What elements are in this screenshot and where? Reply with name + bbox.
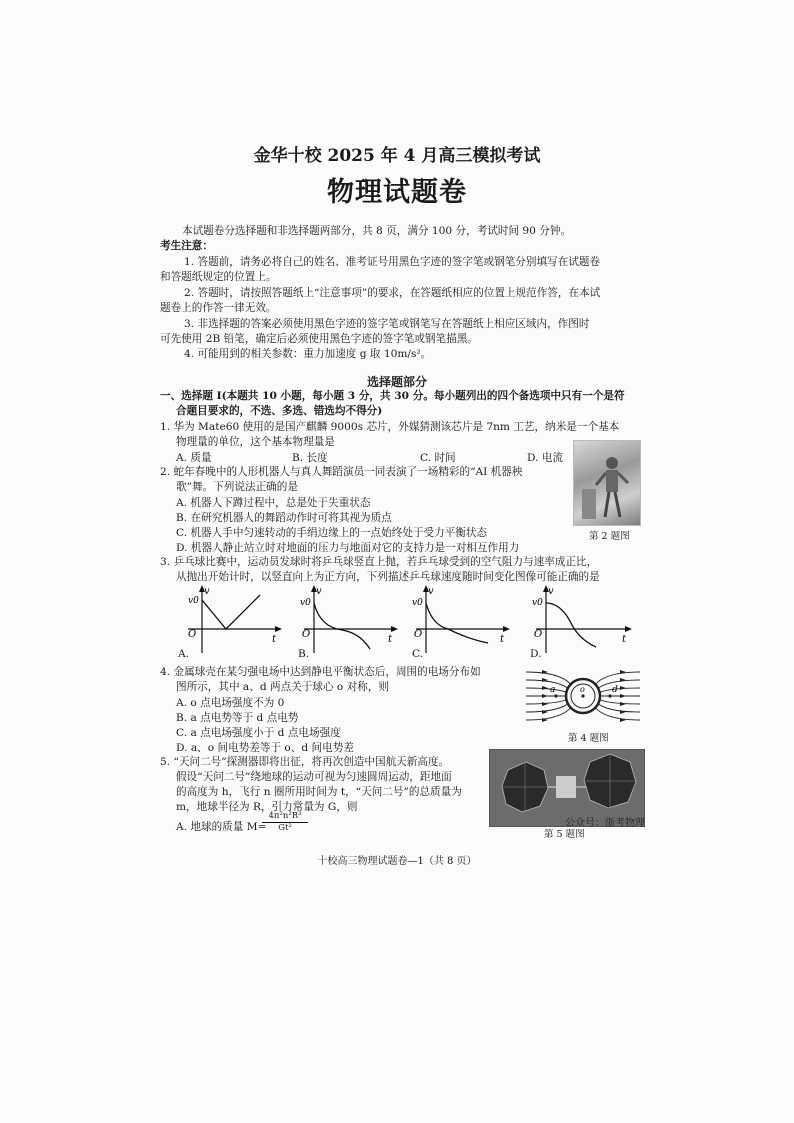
note-3-line-2: 可先使用 2B 铅笔，确定后必须使用黑色字迹的签字笔或钢笔描黑。 [160, 333, 478, 345]
q1-option-b: B. 长度 [292, 452, 328, 464]
q3-d-t-label: t [622, 634, 627, 645]
q5-formula-numerator: 4π²n²R³ [262, 811, 308, 823]
q4-option-d: D. a、o 间电势差等于 o、d 间电势差 [176, 742, 354, 754]
part-instructions-line-2: 合题目要求的，不选、多选、错选均不得分) [176, 405, 383, 417]
q3-d-origin-label: O [534, 629, 543, 640]
q3-b-origin-label: O [302, 629, 311, 640]
robot-figure-icon [574, 441, 640, 525]
q1-option-c: C. 时间 [420, 452, 456, 464]
q4-option-b: B. a 点电势等于 d 点电势 [176, 712, 299, 724]
q3-a-t-label: t [272, 634, 277, 645]
q4-point-d-label: d [612, 685, 618, 695]
note-3-line-1: 3. 非选择题的答案必须使用黑色字迹的签字笔或钢笔写在答题纸上相应区域内，作图时 [184, 318, 590, 330]
q4-stem-line-2: 图所示，其中 a、d 两点关于球心 o 对称，则 [176, 681, 390, 693]
robot-dance-photo [573, 440, 641, 526]
q2-stem-line-1: 2. 蛇年春晚中的人形机器人与真人舞蹈演员一同表演了一场精彩的“AI 机器秧 [160, 466, 523, 478]
q3-b-v0-label: v0 [300, 598, 311, 608]
q4-point-o-label: o [580, 685, 585, 694]
q3-b-v-label: v [316, 586, 322, 597]
q3-c-t-label: t [500, 634, 505, 645]
section-title: 选择题部分 [366, 375, 427, 389]
q2-option-a: A. 机器人下蹲过程中，总是处于失重状态 [176, 497, 371, 509]
q3-option-b: B. [298, 648, 310, 660]
q2-option-d: D. 机器人静止站立时对地面的压力与地面对它的支持力是一对相互作用力 [176, 542, 520, 554]
exam-title: 金华十校 2025 年 4 月高三模拟考试 [253, 146, 541, 166]
q1-stem-line-1: 1. 华为 Mate60 使用的是国产麒麟 9000s 芯片，外媒猜测该芯片是 7nm 工艺，纳米是一个基本 [160, 421, 620, 433]
note-4: 4. 可能用到的相关参数：重力加速度 g 取 10m/s²。 [184, 348, 432, 360]
q3-graph-d [524, 583, 642, 661]
q4-field-diagram [522, 664, 644, 728]
q5-stem-line-2: 假设“天问二号”绕地球的运动可视为匀速圆周运动，距地面 [176, 771, 452, 783]
q3-a-origin-label: O [188, 629, 197, 640]
q3-option-d: D. [530, 648, 542, 660]
q4-figure-caption: 第 4 题图 [568, 733, 609, 744]
note-2-line-1: 2. 答题时，请按照答题纸上“注意事项”的要求，在答题纸相应的位置上规范作答，在本试 [184, 287, 601, 299]
note-1-line-1: 1. 答题前，请务必将自己的姓名、准考证号用黑色字迹的签字笔或钢笔分别填写在试题卷 [184, 256, 601, 268]
notice-heading: 考生注意： [160, 240, 213, 252]
q3-b-t-label: t [388, 634, 393, 645]
watermark-text: 公众号：浙考物理 [565, 818, 645, 829]
q3-a-v-label: v [204, 586, 210, 597]
q4-option-a: A. o 点电场强度不为 0 [176, 697, 285, 709]
part-instructions-line-1: 一、选择题 Ⅰ(本题共 10 小题，每小题 3 分，共 30 分。每小题列出的四个备选项中只有一个是符 [160, 390, 625, 402]
q1-option-a: A. 质量 [176, 452, 212, 464]
page-footer: 十校高三物理试题卷—1（共 8 页） [317, 856, 477, 867]
q2-option-b: B. 在研究机器人的舞蹈动作时可将其视为质点 [176, 512, 392, 524]
q5-option-a-prefix: A. 地球的质量 M= [176, 821, 267, 833]
note-1-line-2: 和答题纸规定的位置上。 [160, 271, 277, 283]
q5-formula-denominator: Gt² [278, 823, 292, 833]
q3-stem-line-2: 从抛出开始计时，以竖直向上为正方向，下列描述乒乓球速度随时间变化图像可能正确的是 [176, 571, 600, 583]
q3-option-c: C. [412, 648, 424, 660]
q5-stem-line-4: m，地球半径为 R，引力常量为 G，则 [176, 801, 358, 813]
q2-option-c: C. 机器人手中匀速转动的手绢边缘上的一点始终处于受力平衡状态 [176, 527, 488, 539]
q3-stem-line-1: 3. 乒乓球比赛中，运动员发球时将乒乓球竖直上抛，若乒乓球受到的空气阻力与速率成正比， [160, 556, 598, 568]
q2-figure-caption: 第 2 题图 [589, 531, 630, 542]
exam-subtitle: 物理试题卷 [327, 177, 467, 208]
q3-a-v0-label: v0 [188, 596, 199, 606]
q4-option-c: C. a 点电场强度小于 d 点电场强度 [176, 727, 341, 739]
q1-option-d: D. 电流 [527, 452, 564, 464]
q1-stem-line-2: 物理量的单位，这个基本物理量是 [176, 436, 335, 448]
intro-line: 本试题卷分选择题和非选择题两部分，共 8 页，满分 100 分，考试时间 90 分钟。 [182, 225, 572, 237]
q3-c-v0-label: v0 [412, 598, 423, 608]
q5-option-a-formula [262, 811, 308, 833]
note-2-line-2: 题卷上的作答一律无效。 [160, 302, 277, 314]
q5-stem-line-3: 的高度为 h，飞行 n 圈所用时间为 t，“天问二号”的总质量为 [176, 786, 462, 798]
q3-d-v0-label: v0 [532, 598, 543, 608]
q3-d-v-label: v [548, 586, 554, 597]
q4-stem-line-1: 4. 金属球壳在某匀强电场中达到静电平衡状态后，周围的电场分布如 [160, 666, 481, 678]
q2-stem-line-2: 歌”舞。下列说法正确的是 [176, 481, 298, 493]
q5-figure-caption: 第 5 题图 [544, 829, 585, 840]
q4-point-a-label: a [550, 685, 556, 695]
q3-option-a: A. [178, 648, 190, 660]
q3-c-v-label: v [428, 586, 434, 597]
q3-c-origin-label: O [414, 629, 423, 640]
q5-stem-line-1: 5. “天问二号”探测器即将出征，将再次创造中国航天新高度。 [160, 756, 450, 768]
